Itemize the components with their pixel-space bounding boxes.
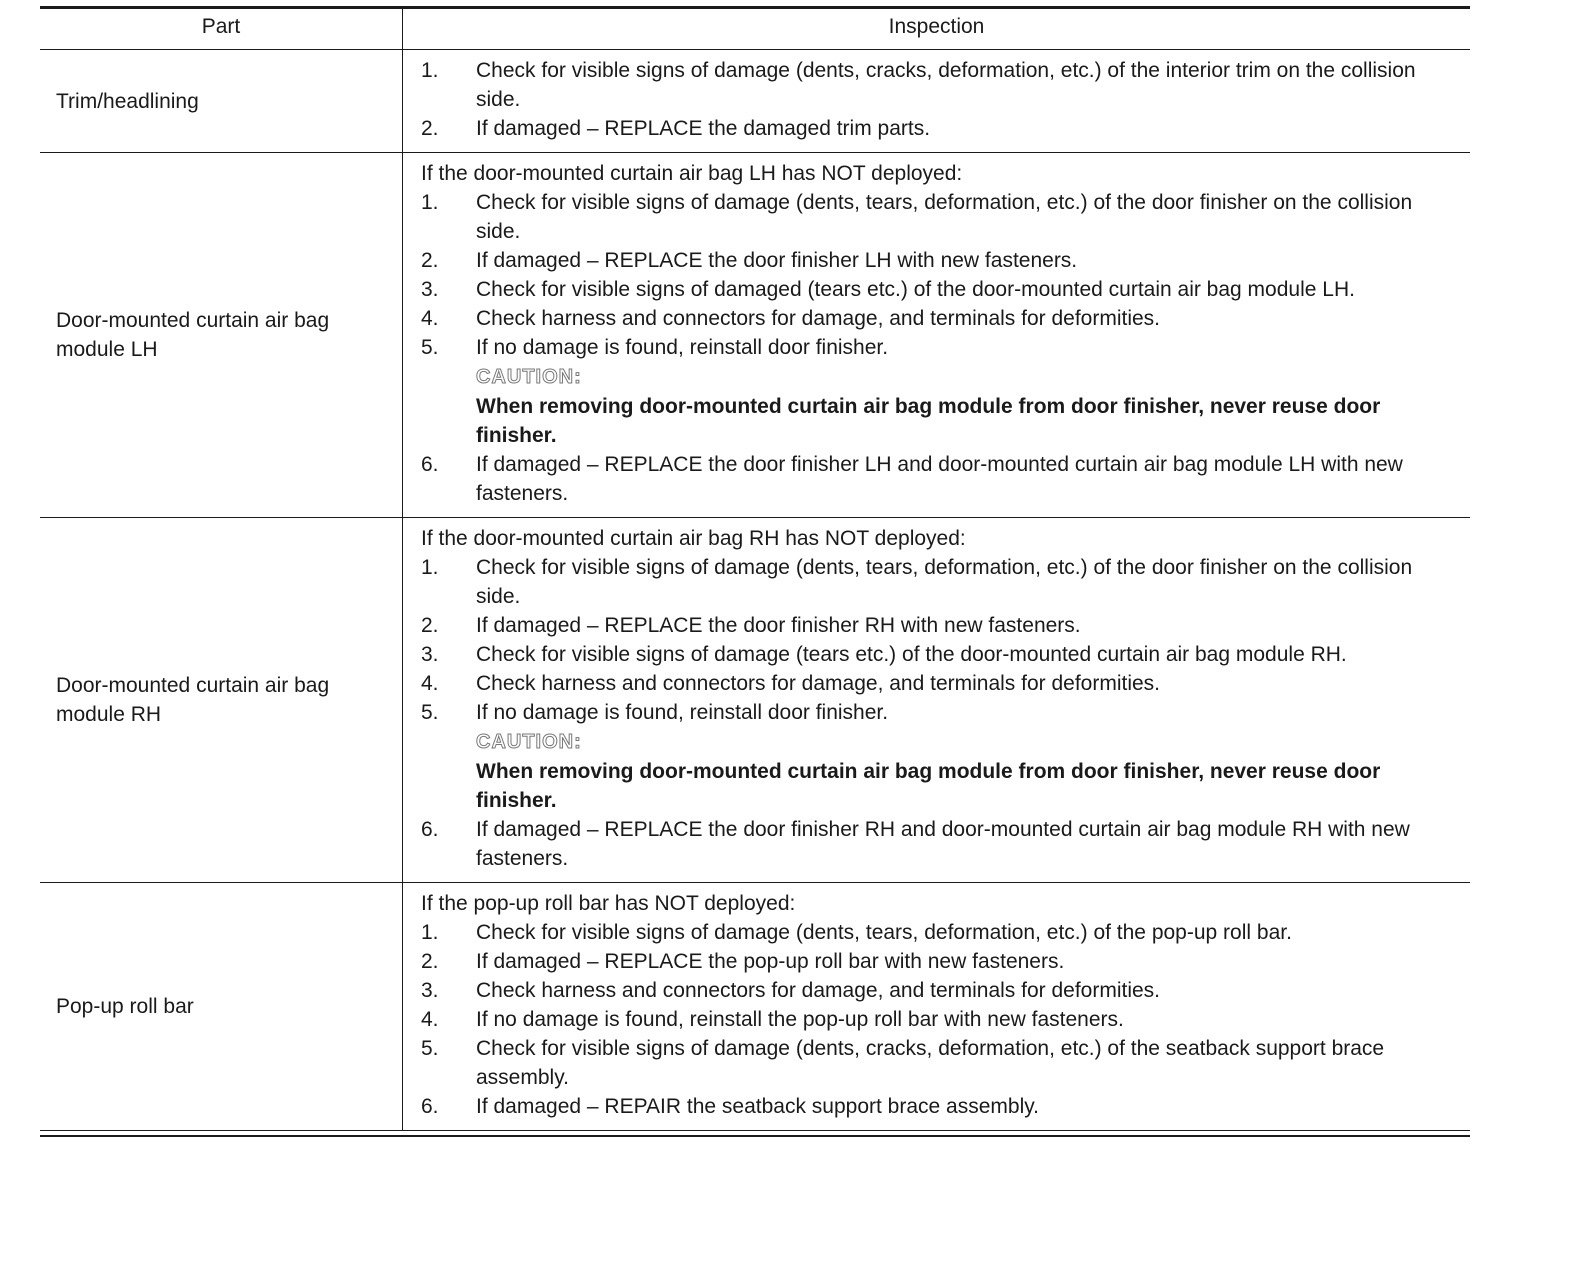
step-number: 1. [421,921,439,944]
inspection-cell [402,50,1470,152]
step-item [421,976,1462,1005]
caution-text: When removing door-mounted curtain air bag module from door finisher, never reuse door finisher. [476,395,1381,447]
step-text: If damaged – REPLACE the pop-up roll bar with new fasteners. [476,950,1065,973]
header-inspection: Inspection [402,9,1470,49]
inspection-intro: If the door-mounted curtain air bag RH has NOT deployed: [421,527,966,550]
part-cell: Trim/headlining [56,89,199,113]
table-header-row [40,9,1470,50]
step-item [421,333,1462,362]
step-item [421,669,1462,698]
step-number: 3. [421,643,439,666]
step-item [421,304,1462,333]
step-item [421,56,1462,114]
step-text: If no damage is found, reinstall the pop-up roll bar with new fasteners. [476,1008,1124,1031]
step-text: If damaged – REPLACE the door finisher RH and door-mounted curtain air bag module RH with new fasteners. [476,818,1410,870]
step-item [421,698,1462,727]
table-row-curtain-air-bag-rh [40,518,1470,883]
step-text: If no damage is found, reinstall door finisher. [476,701,889,724]
step-item [421,815,1462,873]
step-number: 1. [421,59,439,82]
step-item [421,1005,1462,1034]
step-text: Check for visible signs of damage (dents, cracks, deformation, etc.) of the seatback support brace assembly. [476,1037,1385,1089]
step-item [421,611,1462,640]
step-number: 4. [421,672,439,695]
step-number: 5. [421,1037,439,1060]
step-number: 2. [421,249,439,272]
caution-text: When removing door-mounted curtain air bag module from door finisher, never reuse door finisher. [476,760,1381,812]
table-row-pop-up-roll-bar [40,883,1470,1130]
inspection-intro: If the door-mounted curtain air bag LH has NOT deployed: [421,162,963,185]
part-cell: Pop-up roll bar [56,995,194,1018]
inspection-cell [402,883,1470,1130]
step-item [421,640,1462,669]
step-text: Check for visible signs of damage (dents, tears, deformation, etc.) of the door finisher on the collision side. [476,556,1413,608]
step-number: 2. [421,117,439,140]
step-item [421,188,1462,246]
step-text: Check harness and connectors for damage, and terminals for deformities. [476,672,1161,695]
inspection-table [40,6,1470,1137]
step-text: Check for visible signs of damage (tears etc.) of the door-mounted curtain air bag module RH. [476,643,1347,666]
step-number: 6. [421,818,439,841]
step-text: Check harness and connectors for damage, and terminals for deformities. [476,979,1161,1002]
step-text: If damaged – REPLACE the door finisher RH with new fasteners. [476,614,1081,637]
table-row-trim-headlining [40,50,1470,153]
step-number: 4. [421,1008,439,1031]
part-cell: Door-mounted curtain air bag module LH [56,309,330,361]
step-item [421,275,1462,304]
step-number: 3. [421,979,439,1002]
table-bottom-rule [40,1130,1470,1134]
step-item [421,1034,1462,1092]
step-number: 6. [421,1095,439,1118]
step-item [421,246,1462,275]
step-number: 1. [421,191,439,214]
step-item [421,1092,1462,1121]
step-number: 4. [421,307,439,330]
inspection-intro: If the pop-up roll bar has NOT deployed: [421,892,796,915]
step-text: If damaged – REPAIR the seatback support brace assembly. [476,1095,1040,1118]
table-row-curtain-air-bag-lh [40,153,1470,518]
caution-block [421,362,1462,450]
step-number: 5. [421,336,439,359]
step-item [421,553,1462,611]
caution-label: CAUTION: [476,366,582,388]
step-text: If no damage is found, reinstall door finisher. [476,336,889,359]
table-bottom-rule-double [40,1135,1470,1137]
step-number: 5. [421,701,439,724]
header-part: Part [201,15,241,38]
step-item [421,947,1462,976]
step-number: 2. [421,614,439,637]
step-item [421,114,1462,143]
step-number: 2. [421,950,439,973]
step-text: If damaged – REPLACE the door finisher LH with new fasteners. [476,249,1078,272]
inspection-cell [402,153,1470,517]
step-text: Check for visible signs of damaged (tears etc.) of the door-mounted curtain air bag module LH. [476,278,1355,301]
caution-label: CAUTION: [476,731,582,753]
caution-block [421,727,1462,815]
step-text: If damaged – REPLACE the door finisher LH and door-mounted curtain air bag module LH with new fasteners. [476,453,1403,505]
part-cell: Door-mounted curtain air bag module RH [56,674,330,726]
step-number: 6. [421,453,439,476]
step-text: Check harness and connectors for damage, and terminals for deformities. [476,307,1161,330]
step-item [421,918,1462,947]
step-text: If damaged – REPLACE the damaged trim parts. [476,117,931,140]
step-item [421,450,1462,508]
step-text: Check for visible signs of damage (dents, tears, deformation, etc.) of the door finisher on the collision side. [476,191,1413,243]
step-number: 3. [421,278,439,301]
step-text: Check for visible signs of damage (dents, cracks, deformation, etc.) of the interior trim on the collision side. [476,59,1416,111]
step-text: Check for visible signs of damage (dents, tears, deformation, etc.) of the pop-up roll bar. [476,921,1292,944]
step-number: 1. [421,556,439,579]
inspection-cell [402,518,1470,882]
